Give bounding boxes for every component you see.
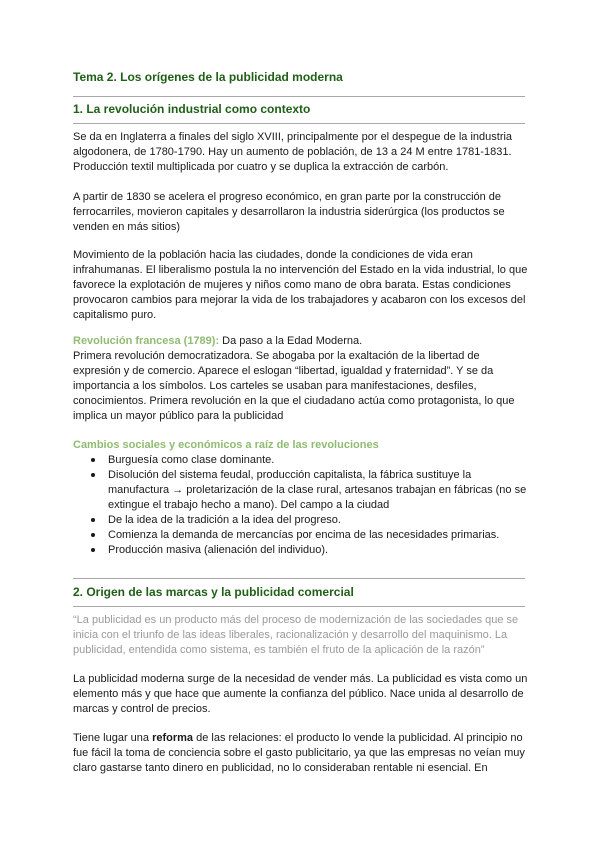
- revolucion-francesa-lead: [73, 334, 529, 349]
- revolucion-francesa-block: [73, 334, 529, 424]
- paragraph-text: A partir de 1830 se acelera el progreso económico, en gran parte por la construcción de ferrocarriles, movieron capitales y desarrollaron la industria siderúrgica (los productos se venden en más sitios): [73, 191, 505, 233]
- paragraph-text: Movimiento de la población hacia las ciudades, donde la condiciones de vida eran infrahumanas. El liberalismo postula la no intervención del Estado en la vida industrial, lo que favorece la explotación de mujeres y niños como mano de obra barata. Estas condiciones provocaron cambios para mejorar la vida de los trabajadores y acabaron con los excesos del capitalismo puro.: [73, 249, 528, 321]
- section-1-paragraph-2: [73, 190, 529, 235]
- section-2-paragraph-1: [73, 672, 529, 717]
- revolucion-francesa-heading: Revolución francesa (1789):: [73, 335, 220, 347]
- revolucion-francesa-lead-text: Da paso a la Edad Moderna.: [219, 335, 363, 347]
- list-item: Burguesía como clase dominante.: [73, 453, 529, 468]
- cambios-heading: Cambios sociales y económicos a raíz de las revoluciones: [73, 439, 379, 451]
- list-item: Disolución del sistema feudal, producción capitalista, la fábrica sustituye la manufactura → proletarización de la clase rural, artesanos trabajan en fábricas (no se extingue el trabajo hecho a mano). Del campo a la ciudad: [73, 468, 529, 513]
- title-divider: [73, 96, 525, 97]
- list-item: Comienza la demanda de mercancías por encima de las necesidades primarias.: [73, 528, 529, 543]
- paragraph-text: [73, 731, 529, 776]
- section-2-top-divider: [73, 578, 525, 579]
- paragraph-text: Se da en Inglaterra a finales del siglo XVIII, principalmente por el despegue de la industria algodonera, de 1780-1790. Hay un aumento de población, de 13 a 24 M entre 1781-1831. Producción textil multiplicada por cuatro y se duplica la extracción de carbón.: [73, 131, 513, 173]
- list-item: Producción masiva (alienación del individuo).: [73, 543, 529, 558]
- section-1-paragraph-3: [73, 248, 529, 323]
- section-1-paragraph-1: [73, 130, 529, 175]
- document-title: Tema 2. Los orígenes de la publicidad moderna: [73, 70, 343, 84]
- section-1-divider: [73, 123, 525, 124]
- paragraph-text-after: de las relaciones: el producto lo vende la publicidad. Al principio no fue fácil la toma de conciencia sobre el gasto publicitario, ya que las empresas no veían muy claro gastarse tanto dinero en publicidad, no lo consideraban rentable ni esencial. En: [73, 732, 525, 774]
- revolucion-francesa-body: Primera revolución democratizadora. Se abogaba por la exaltación de la libertad de expresión y de comercio. Aparece el eslogan “libertad, igualdad y fraternidad”. Y se da importancia a los símbolos. Los carteles se usaban para manifestaciones, desfiles, conocimientos. Primera revolución en la que el ciudadano actúa como protagonista, lo que implica un mayor público para la publicidad: [73, 350, 515, 422]
- paragraph-text: La publicidad moderna surge de la necesidad de vender más. La publicidad es vista como un elemento más y que hace que aumente la confianza del público. Nace unida al desarrollo de marcas y control de precios.: [73, 673, 528, 715]
- section-2-heading: 2. Origen de las marcas y la publicidad comercial: [73, 585, 354, 599]
- section-2-paragraph-2: [73, 731, 529, 776]
- list-item: De la idea de la tradición a la idea del progreso.: [73, 513, 529, 528]
- paragraph-text-before: Tiene lugar una: [73, 732, 153, 744]
- cambios-block: [73, 438, 529, 558]
- bold-term: reforma: [152, 732, 194, 744]
- cambios-list: [73, 453, 529, 558]
- quote-text: “La publicidad es un producto más del proceso de modernización de las sociedades que se inicia con el triunfo de las ideas liberales, racionalización y desarrollo del maquinismo. La publicidad, entendida como sistema, es también el fruto de la aplicación de la razón”: [73, 614, 519, 656]
- section-2-quote: [73, 613, 529, 658]
- section-1-heading: 1. La revolución industrial como contexto: [73, 102, 311, 116]
- section-2-divider: [73, 606, 525, 607]
